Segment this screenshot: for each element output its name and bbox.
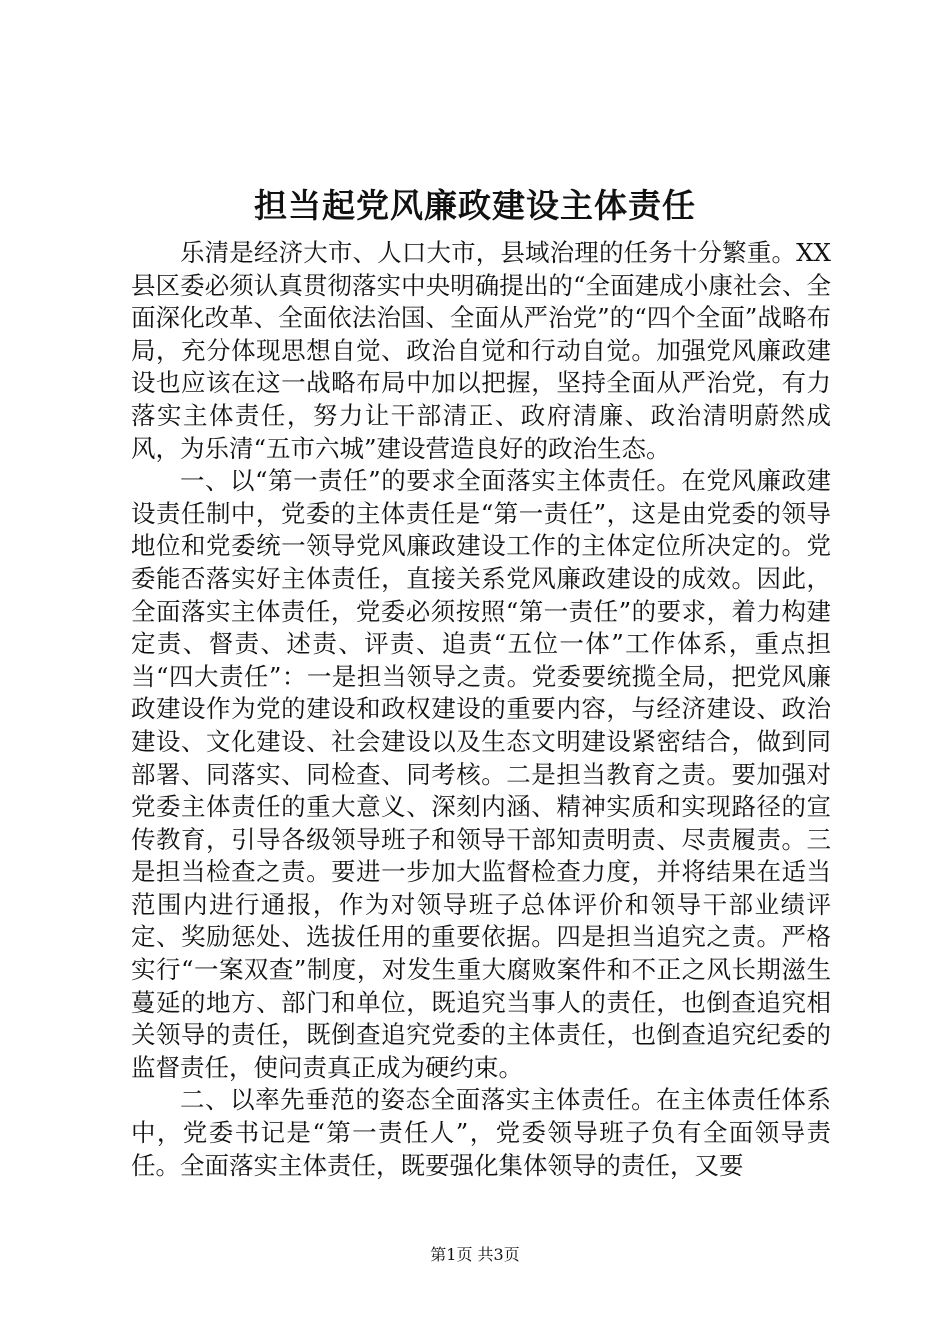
document-title: 担当起党风廉政建设主体责任 — [254, 186, 696, 225]
paragraph-section-one: 一、以“第一责任”的要求全面落实主体责任。在党风廉政建设责任制中，党委的主体责任是“第一责任”，这是由党委的领导地位和党委统一领导党风廉政建设工作的主体定位所决定的。党委能否落实好主体责任，直接关系党风廉政建设的成效。因此，全面落实主体责任，党委必须按照“第一责任”的要求，着力构建定责、督责、述责、评责、追责“五位一体”工作体系，重点担当“四大责任”：一是担当领导之责。党委要统揽全局，把党风廉政建设作为党的建设和政权建设的重要内容，与经济建设、政治建设、文化建设、社会建设以及生态文明建设紧密结合，做到同部署、同落实、同检查、同考核。二是担当教育之责。要加强对党委主体责任的重大意义、深刻内涵、精神实质和实现路径的宣传教育，引导各级领导班子和领导干部知责明责、尽责履责。三是担当检查之责。要进一步加大监督检查力度，并将结果在适当范围内进行通报，作为对领导班子总体评价和领导干部业绩评定、奖励惩处、选拔任用的重要依据。四是担当追究之责。严格实行“一案双查”制度，对发生重大腐败案件和不正之风长期滋生蔓延的地方、部门和单位，既追究当事人的责任，也倒查追究相关领导的责任，既倒查追究党委的主体责任，也倒查追究纪委的监督责任，使问责真正成为硬约束。 — [131, 466, 831, 1082]
paragraph-intro: 乐清是经济大市、人口大市，县域治理的任务十分繁重。XX县区委必须认真贯彻落实中央明确提出的“全面建成小康社会、全面深化改革、全面依法治国、全面从严治党”的“四个全面”战略布局，充分体现思想自觉、政治自觉和行动自觉。加强党风廉政建设也应该在这一战略布局中加以把握，坚持全面从严治党，有力落实主体责任，努力让干部清正、政府清廉、政治清明蔚然成风，为乐清“五市六城”建设营造良好的政治生态。 — [131, 238, 831, 463]
document-body — [131, 237, 831, 1182]
paragraph-section-two: 二、以率先垂范的姿态全面落实主体责任。在主体责任体系中，党委书记是“第一责任人”，党委领导班子负有全面领导责任。全面落实主体责任，既要强化集体领导的责任，又要 — [131, 1085, 831, 1180]
page-number-footer: 第1页 共3页 — [430, 1245, 520, 1264]
